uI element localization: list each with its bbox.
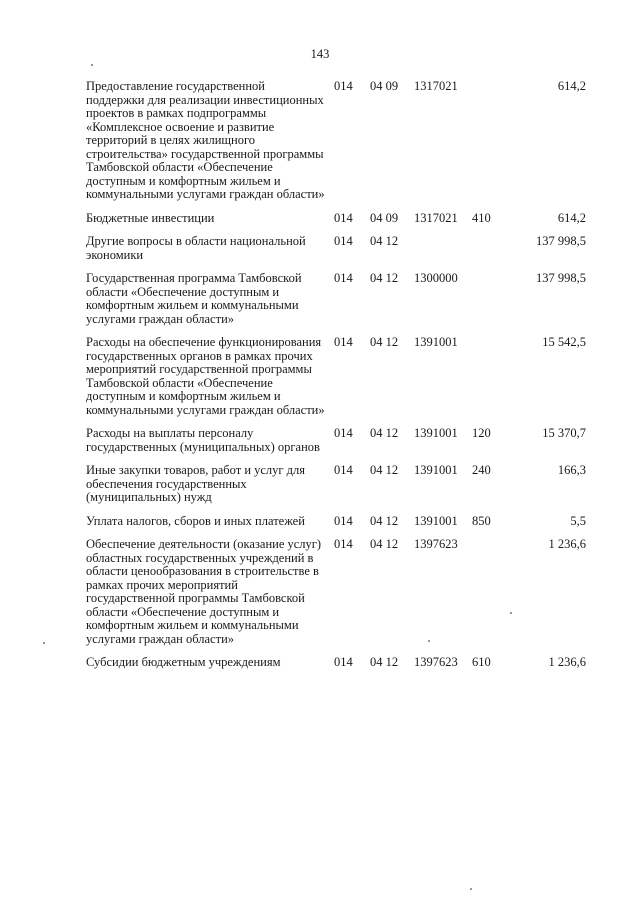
table-row <box>86 515 586 529</box>
amount: 137 998,5 <box>536 271 586 285</box>
item-name: Иные закупки товаров, работ и услуг для обеспечения государственных (муниципальных) нужд <box>86 463 306 504</box>
ministry-code: 014 <box>334 234 353 248</box>
section-code: 04 12 <box>370 234 399 248</box>
table-row <box>86 656 586 670</box>
target-code: 1391001 <box>414 426 458 440</box>
target-code: 1391001 <box>414 463 458 477</box>
ministry-code: 014 <box>334 655 353 669</box>
ministry-code: 014 <box>334 79 353 93</box>
target-code: 1317021 <box>414 79 458 93</box>
amount: 614,2 <box>557 79 586 93</box>
expense-type-code: 410 <box>472 210 491 225</box>
scan-speck <box>428 640 430 642</box>
section-code: 04 12 <box>370 655 399 669</box>
ministry-code: 014 <box>334 426 353 440</box>
table-row <box>86 212 586 226</box>
section-code: 04 12 <box>370 513 399 528</box>
section-code: 04 09 <box>370 79 399 93</box>
amount: 15 370,7 <box>542 426 586 440</box>
target-code: 1397623 <box>414 655 458 669</box>
ministry-code: 014 <box>334 537 353 551</box>
amount: 166,3 <box>557 463 586 477</box>
ministry-code: 014 <box>334 210 353 225</box>
amount: 137 998,5 <box>536 234 586 248</box>
scan-speck <box>510 612 512 614</box>
item-name: Другие вопросы в области национальной экономики <box>86 234 306 262</box>
expense-type-code: 850 <box>472 513 491 528</box>
ministry-code: 014 <box>334 271 353 285</box>
target-code: 1317021 <box>414 210 458 225</box>
section-code: 04 12 <box>370 426 399 440</box>
table-row <box>86 538 586 646</box>
ministry-code: 014 <box>334 335 353 349</box>
scan-speck <box>470 888 472 890</box>
section-code: 04 12 <box>370 335 399 349</box>
page-number: 143 <box>310 47 330 61</box>
scan-speck <box>91 64 93 66</box>
target-code: 1391001 <box>414 513 458 528</box>
section-code: 04 12 <box>370 271 399 285</box>
section-code: 04 09 <box>370 210 399 225</box>
item-name: Расходы на обеспечение функционирования государственных органов в рамках прочих мероприятий государственной программы Тамбовской области «Обеспечение доступным и комфортным жильем и коммунальными услугами граждан области» <box>86 335 325 417</box>
table-row <box>86 336 586 417</box>
expense-type-code: 120 <box>472 426 491 440</box>
item-name: Уплата налогов, сборов и иных платежей <box>86 513 305 528</box>
table-row <box>86 235 586 262</box>
item-name: Субсидии бюджетным учреждениям <box>86 655 281 669</box>
amount: 1 236,6 <box>548 655 586 669</box>
ministry-code: 014 <box>334 463 353 477</box>
item-name: Бюджетные инвестиции <box>86 210 215 225</box>
item-name: Расходы на выплаты персоналу государственных (муниципальных) органов <box>86 426 320 454</box>
table-row <box>86 80 586 202</box>
table-row <box>86 427 586 454</box>
amount: 1 236,6 <box>548 537 586 551</box>
target-code: 1391001 <box>414 335 458 349</box>
target-code: 1300000 <box>414 271 458 285</box>
budget-table <box>86 80 586 680</box>
expense-type-code: 240 <box>472 463 491 477</box>
amount: 614,2 <box>557 210 586 225</box>
item-name: Обеспечение деятельности (оказание услуг) областных государственных учреждений в области ценообразования в строительстве в рамках прочих мероприятий государственной программы Тамбовской области «Обеспечение доступным и комфортным жильем и коммунальными услугами граждан области» <box>86 537 322 646</box>
amount: 15 542,5 <box>542 335 586 349</box>
table-row <box>86 464 586 505</box>
section-code: 04 12 <box>370 463 399 477</box>
amount: 5,5 <box>570 513 586 528</box>
item-name: Государственная программа Тамбовской области «Обеспечение доступным и комфортным жильем и коммунальными услугами граждан области» <box>86 271 302 326</box>
item-name: Предоставление государственной поддержки для реализации инвестиционных проектов в рамках подпрограммы «Комплексное освоение и развитие территорий в целях жилищного строительства» государственной программы Тамбовской области «Обеспечение доступным и комфортным жильем и коммунальными услугами граждан области» <box>86 79 325 201</box>
section-code: 04 12 <box>370 537 399 551</box>
expense-type-code: 610 <box>472 655 491 669</box>
ministry-code: 014 <box>334 513 353 528</box>
target-code: 1397623 <box>414 537 458 551</box>
scan-speck <box>43 642 45 644</box>
table-row <box>86 272 586 326</box>
